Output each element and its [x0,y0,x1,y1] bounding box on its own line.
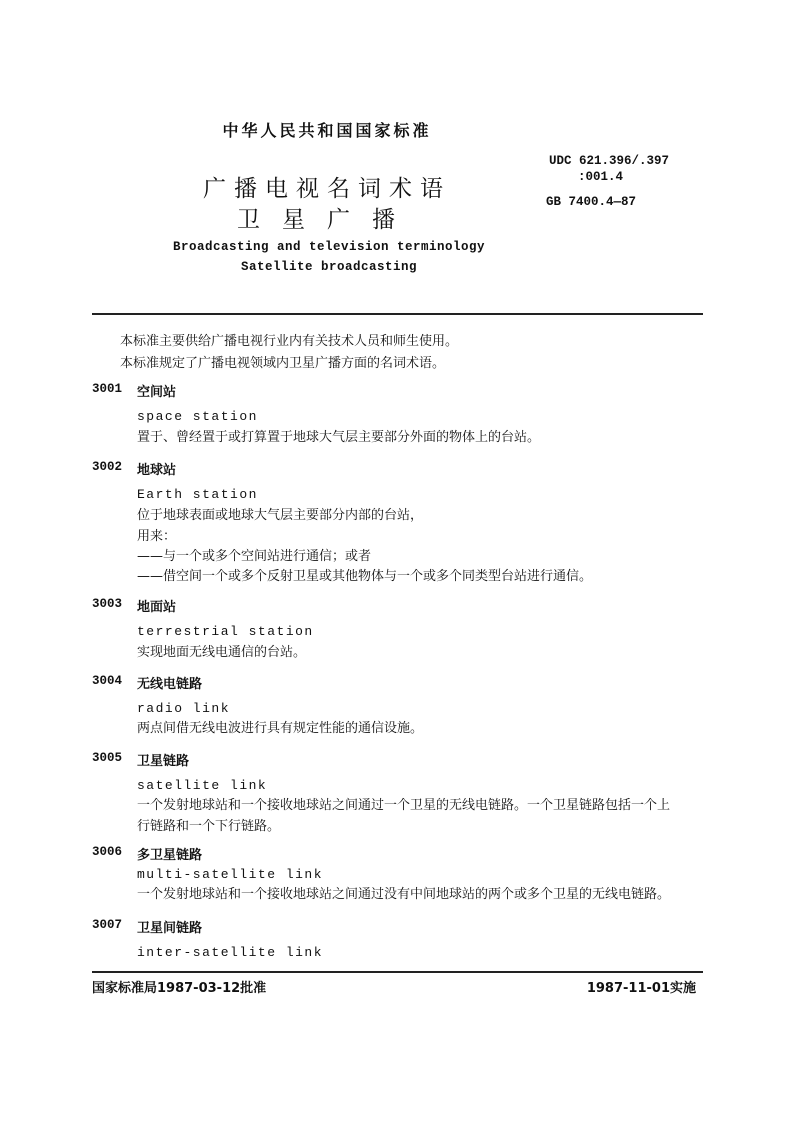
entry-definition: 用来： [137,529,177,544]
effective-date: 1987-11-01实施 [586,981,696,996]
entry-number: 3002 [92,460,123,474]
intro-line: 本标准规定了广播电视领域内卫星广播方面的名词术语。 [120,356,446,371]
entry-number: 3004 [92,674,123,688]
entry-definition: 置于、曾经置于或打算置于地球大气层主要部分外面的物体上的台站。 [137,430,541,445]
entry-term: 空间站 [137,385,177,400]
entry-definition: ——与一个或多个空间站进行通信；或者 [137,549,372,564]
document-title: 广播电视名词术语 [203,176,451,202]
entry-english: inter-satellite link [137,945,324,960]
standard-number: GB 7400.4—87 [546,195,637,209]
entry-english: radio link [137,701,231,716]
entry-number: 3003 [92,597,123,611]
entry-english: multi-satellite link [137,867,324,882]
entry-term: 无线电链路 [137,677,203,692]
header-divider [92,313,703,315]
entry-term: 卫星间链路 [137,921,203,936]
entry-definition: 两点间借无线电波进行具有规定性能的通信设施。 [137,721,424,736]
entry-definition: 一个发射地球站和一个接收地球站之间通过一个卫星的无线电链路。一个卫星链路包括一个上 [137,798,671,813]
entry-term: 地球站 [137,463,177,478]
entry-english: terrestrial station [137,624,314,639]
entry-number: 3001 [92,382,123,396]
intro-line: 本标准主要供给广播电视行业内有关技术人员和师生使用。 [120,334,459,349]
entry-term: 多卫星链路 [137,848,203,863]
english-title: Broadcasting and television terminology [172,240,486,254]
entry-definition: ——借空间一个或多个反射卫星或其他物体与一个或多个同类型台站进行通信。 [137,569,593,584]
country-standard-heading: 中华人民共和国国家标准 [222,121,432,140]
entry-number: 3005 [92,751,123,765]
udc-code: UDC 621.396/.397 [549,154,670,168]
english-subtitle: Satellite broadcasting [240,260,418,274]
entry-english: Earth station [137,487,258,502]
entry-number: 3007 [92,918,123,932]
entry-term: 地面站 [137,600,177,615]
approval-date: 国家标准局1987-03-12批准 [92,981,267,996]
document-subtitle: 卫星广播 [237,207,417,233]
entry-term: 卫星链路 [137,754,190,769]
entry-english: satellite link [137,778,268,793]
entry-definition: 位于地球表面或地球大气层主要部分内部的台站， [137,508,424,523]
entry-definition: 实现地面无线电通信的台站。 [137,645,307,660]
entry-number: 3006 [92,845,123,859]
entry-definition: 一个发射地球站和一个接收地球站之间通过没有中间地球站的两个或多个卫星的无线电链路。 [137,887,671,902]
entry-definition: 行链路和一个下行链路。 [137,819,281,834]
entry-english: space station [137,409,258,424]
footer-divider [92,971,703,973]
udc-code-continued: :001.4 [578,170,624,184]
